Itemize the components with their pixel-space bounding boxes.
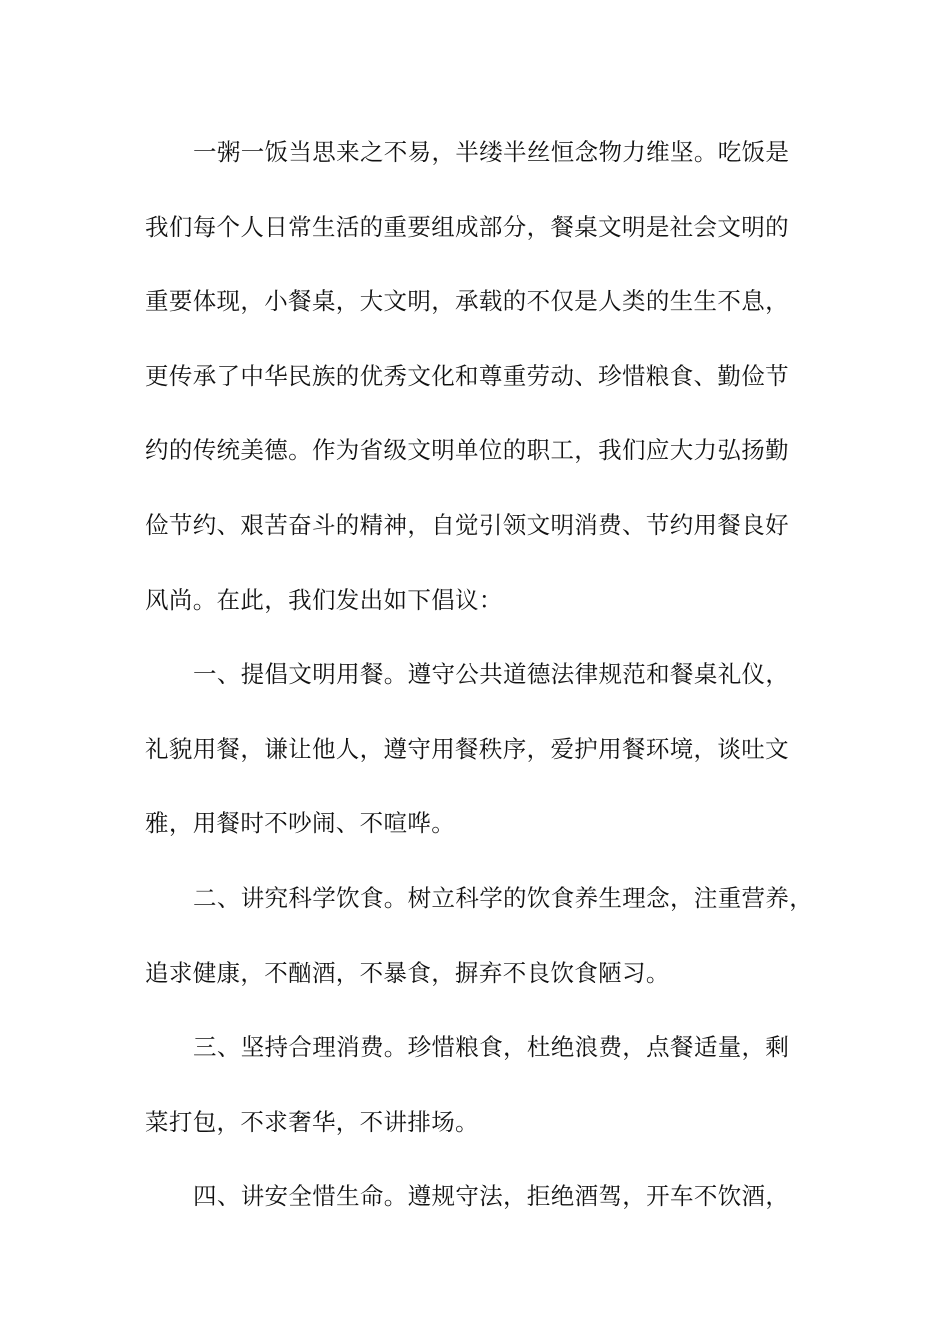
paragraph-intro-line-2: 我们每个人日常生活的重要组成部分，餐桌文明是社会文明的	[145, 212, 789, 241]
proposal-one-line-3: 雅，用餐时不吵闹、不喧哗。	[145, 809, 456, 838]
paragraph-intro-line-4: 更传承了中华民族的优秀文化和尊重劳动、珍惜粮食、勤俭节	[145, 361, 789, 390]
proposal-two-line-1: 二、讲究科学饮食。树立科学的饮食养生理念，注重营养，	[193, 883, 814, 912]
proposal-three-line-1: 三、坚持合理消费。珍惜粮食，杜绝浪费，点餐适量，剩	[193, 1033, 790, 1062]
proposal-one-line-1: 一、提倡文明用餐。遵守公共道德法律规范和餐桌礼仪，	[193, 660, 790, 689]
paragraph-intro-line-7: 风尚。在此，我们发出如下倡议：	[145, 585, 503, 614]
paragraph-intro-line-6: 俭节约、艰苦奋斗的精神，自觉引领文明消费、节约用餐良好	[145, 510, 789, 539]
paragraph-intro-line-3: 重要体现，小餐桌，大文明，承载的不仅是人类的生生不息，	[145, 287, 789, 316]
paragraph-intro-line-1: 一粥一饭当思来之不易，半缕半丝恒念物力维坚。吃饭是	[193, 138, 790, 166]
proposal-two-line-2: 追求健康，不酗酒，不暴食，摒弃不良饮食陋习。	[145, 958, 670, 987]
paragraph-intro-line-5: 约的传统美德。作为省级文明单位的职工，我们应大力弘扬勤	[145, 436, 789, 465]
document-body	[145, 128, 835, 1247]
proposal-four-line-1: 四、讲安全惜生命。遵规守法，拒绝酒驾，开车不饮酒，	[193, 1182, 790, 1211]
proposal-three-line-2: 菜打包，不求奢华，不讲排场。	[145, 1107, 479, 1136]
proposal-one-line-2: 礼貌用餐，谦让他人，遵守用餐秩序，爱护用餐环境，谈吐文	[145, 734, 789, 763]
